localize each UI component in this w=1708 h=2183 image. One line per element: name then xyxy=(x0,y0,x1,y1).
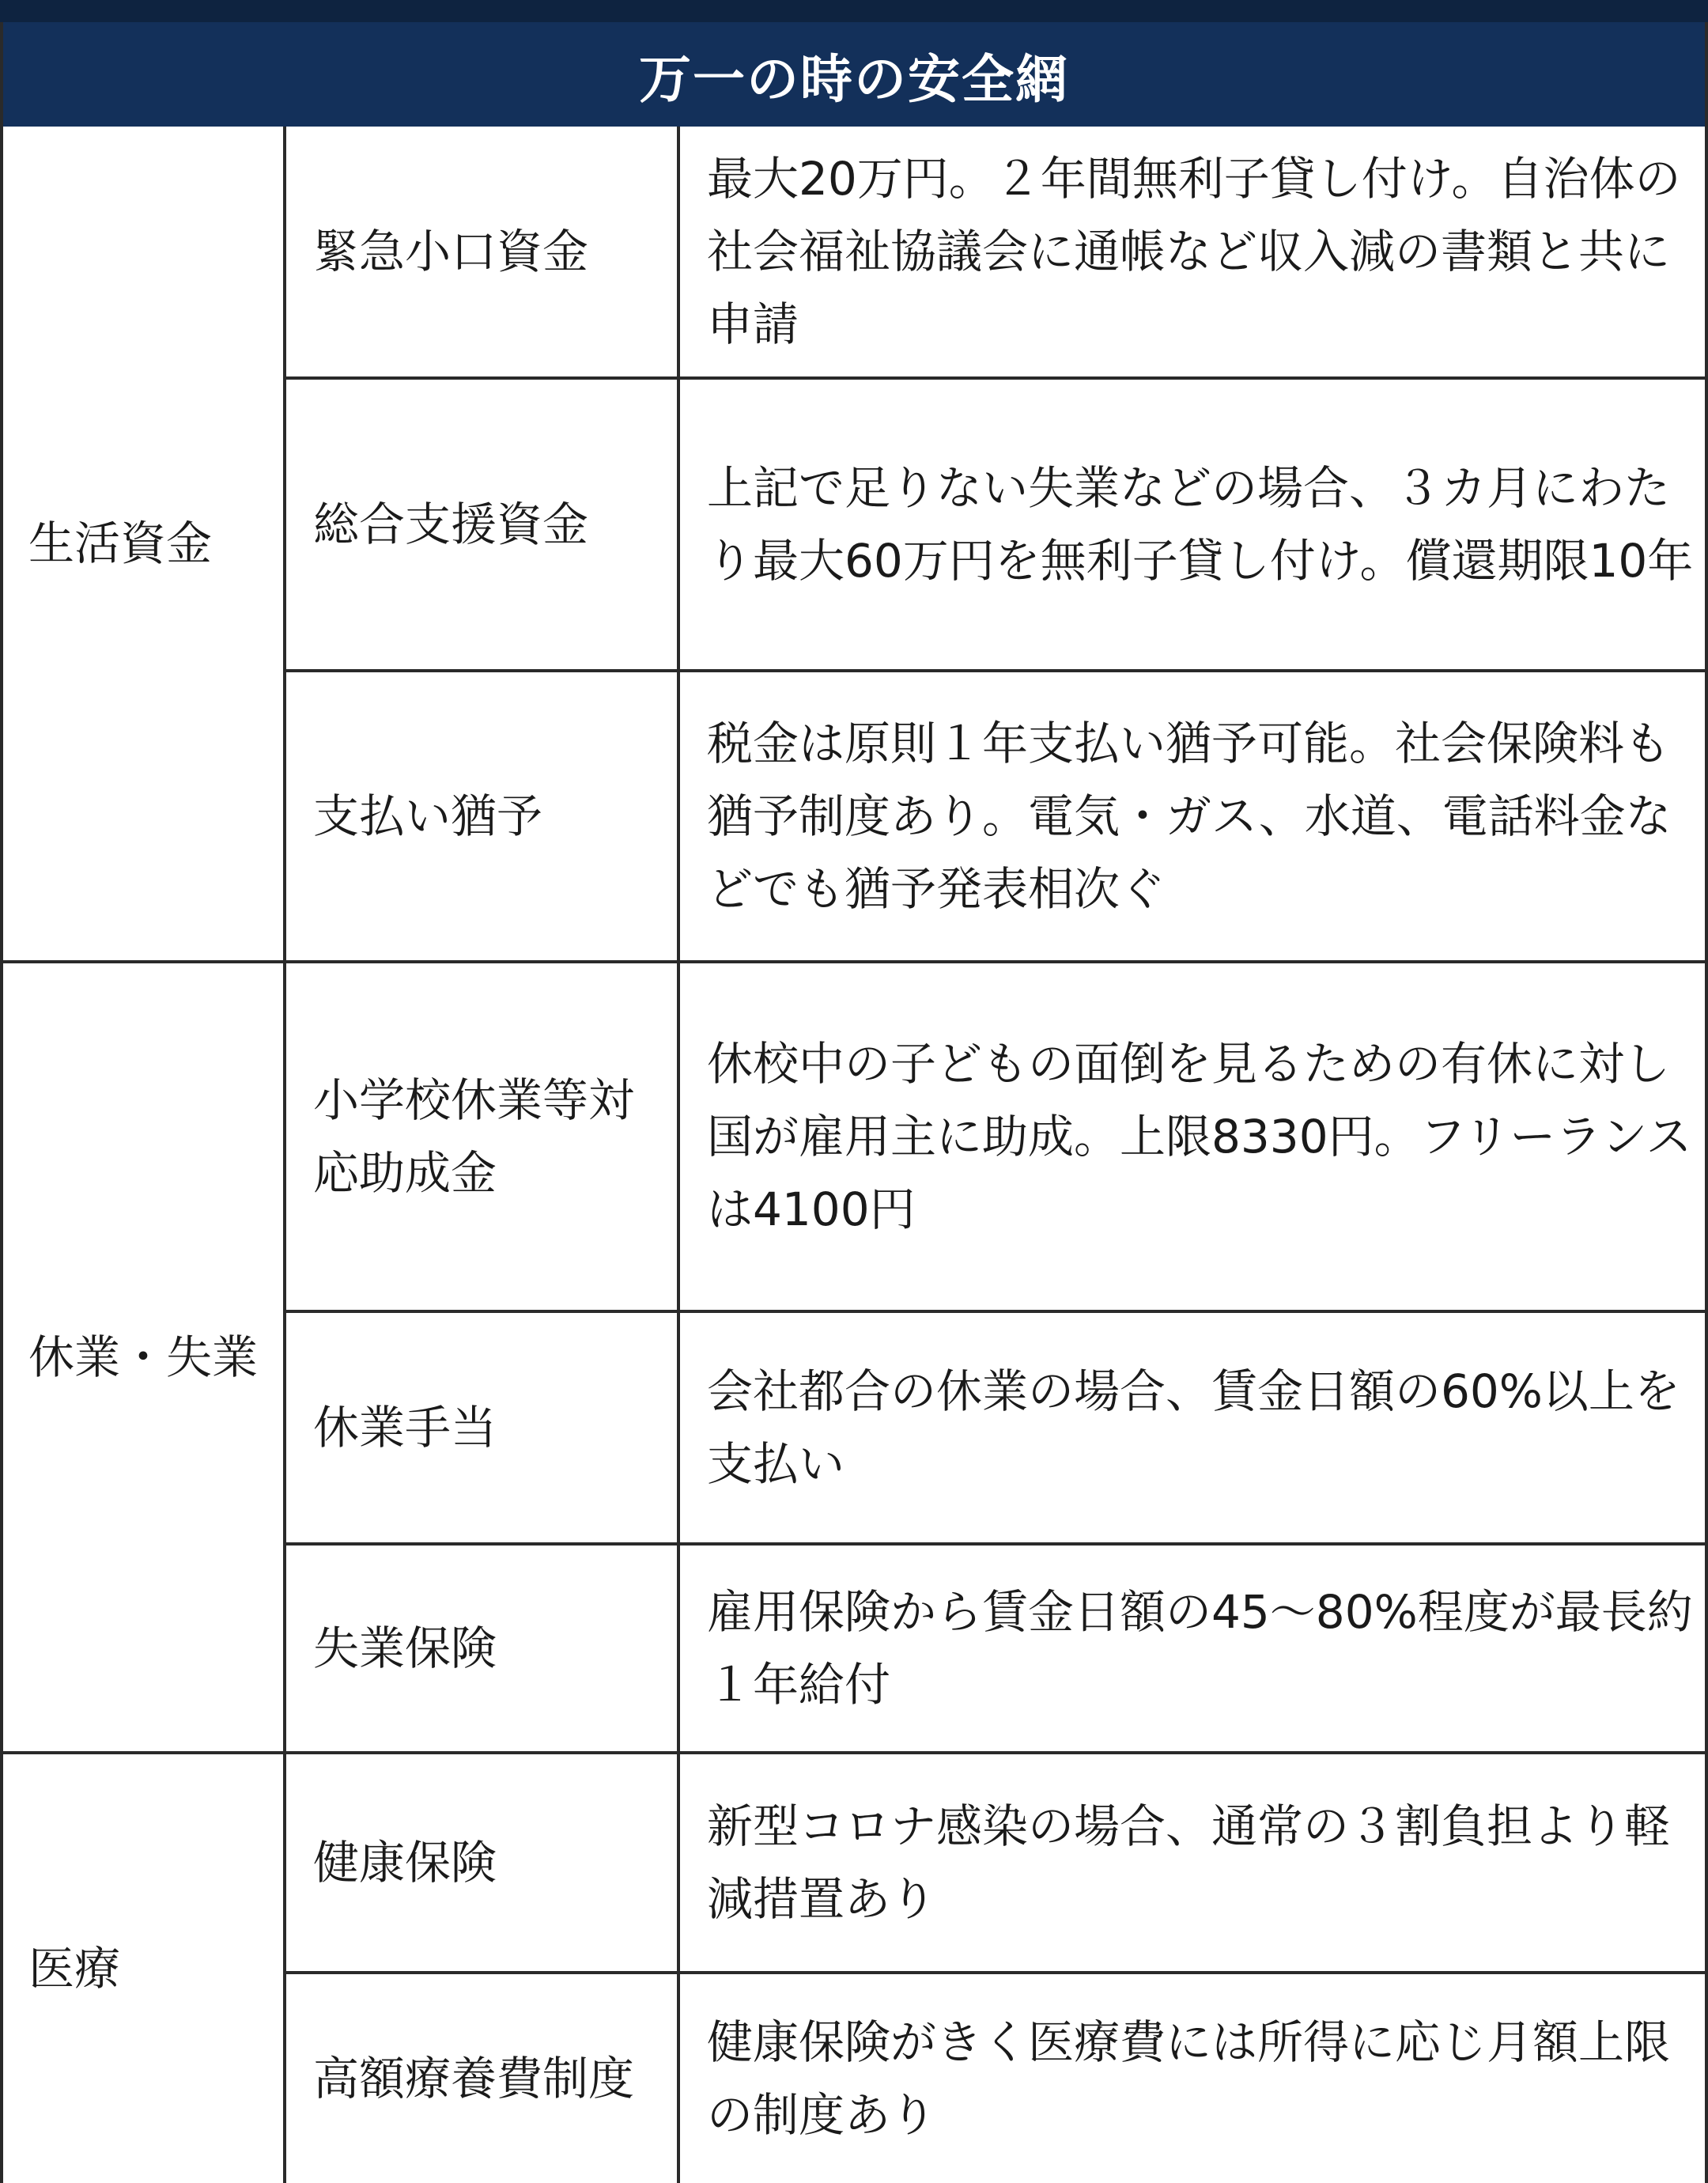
item-name: 失業保険 xyxy=(313,1621,497,1675)
table-title: 万一の時の安全網 xyxy=(0,22,1708,127)
item-name: 総合支援資金 xyxy=(313,498,589,551)
item-name: 高額療養費制度 xyxy=(313,2052,635,2105)
item-description: 雇用保険から賃金日額の45～80%程度が最長約１年給付 xyxy=(707,1585,1693,1712)
item-description: 新型コロナ感染の場合、通常の３割負担より軽減措置あり xyxy=(707,1799,1671,1926)
item-description: 会社都合の休業の場合、賃金日額の60%以上を支払い xyxy=(707,1364,1680,1491)
safety-net-table xyxy=(0,127,1708,2183)
category-label: 医療 xyxy=(28,1942,121,1996)
category-label: 休業・失業 xyxy=(28,1330,259,1384)
item-name: 小学校休業等対応助成金 xyxy=(313,1073,635,1200)
item-description: 税金は原則１年支払い猶予可能。社会保険料も猶予制度あり。電気・ガス、水道、電話料金などでも猶予発表相次ぐ xyxy=(707,717,1672,916)
item-name: 緊急小口資金 xyxy=(313,225,589,278)
item-description: 上記で足りない失業などの場合、３カ月にわたり最大60万円を無利子貸し付け。償還期限10年 xyxy=(707,461,1694,588)
item-name: 健康保険 xyxy=(313,1836,497,1890)
item-name: 休業手当 xyxy=(313,1401,497,1455)
item-description: 健康保険がきく医療費には所得に応じ月額上限の制度あり xyxy=(707,2015,1671,2142)
item-description: 休校中の子どもの面倒を見るための有休に対し国が雇用主に助成。上限8330円。フリーランスは4100円 xyxy=(707,1037,1692,1236)
item-description: 最大20万円。２年間無利子貸し付け。自治体の社会福祉協議会に通帳など収入減の書類と共に申請 xyxy=(707,152,1681,351)
top-bar xyxy=(0,0,1708,22)
category-label: 生活資金 xyxy=(28,516,213,570)
item-name: 支払い猶予 xyxy=(313,789,543,843)
